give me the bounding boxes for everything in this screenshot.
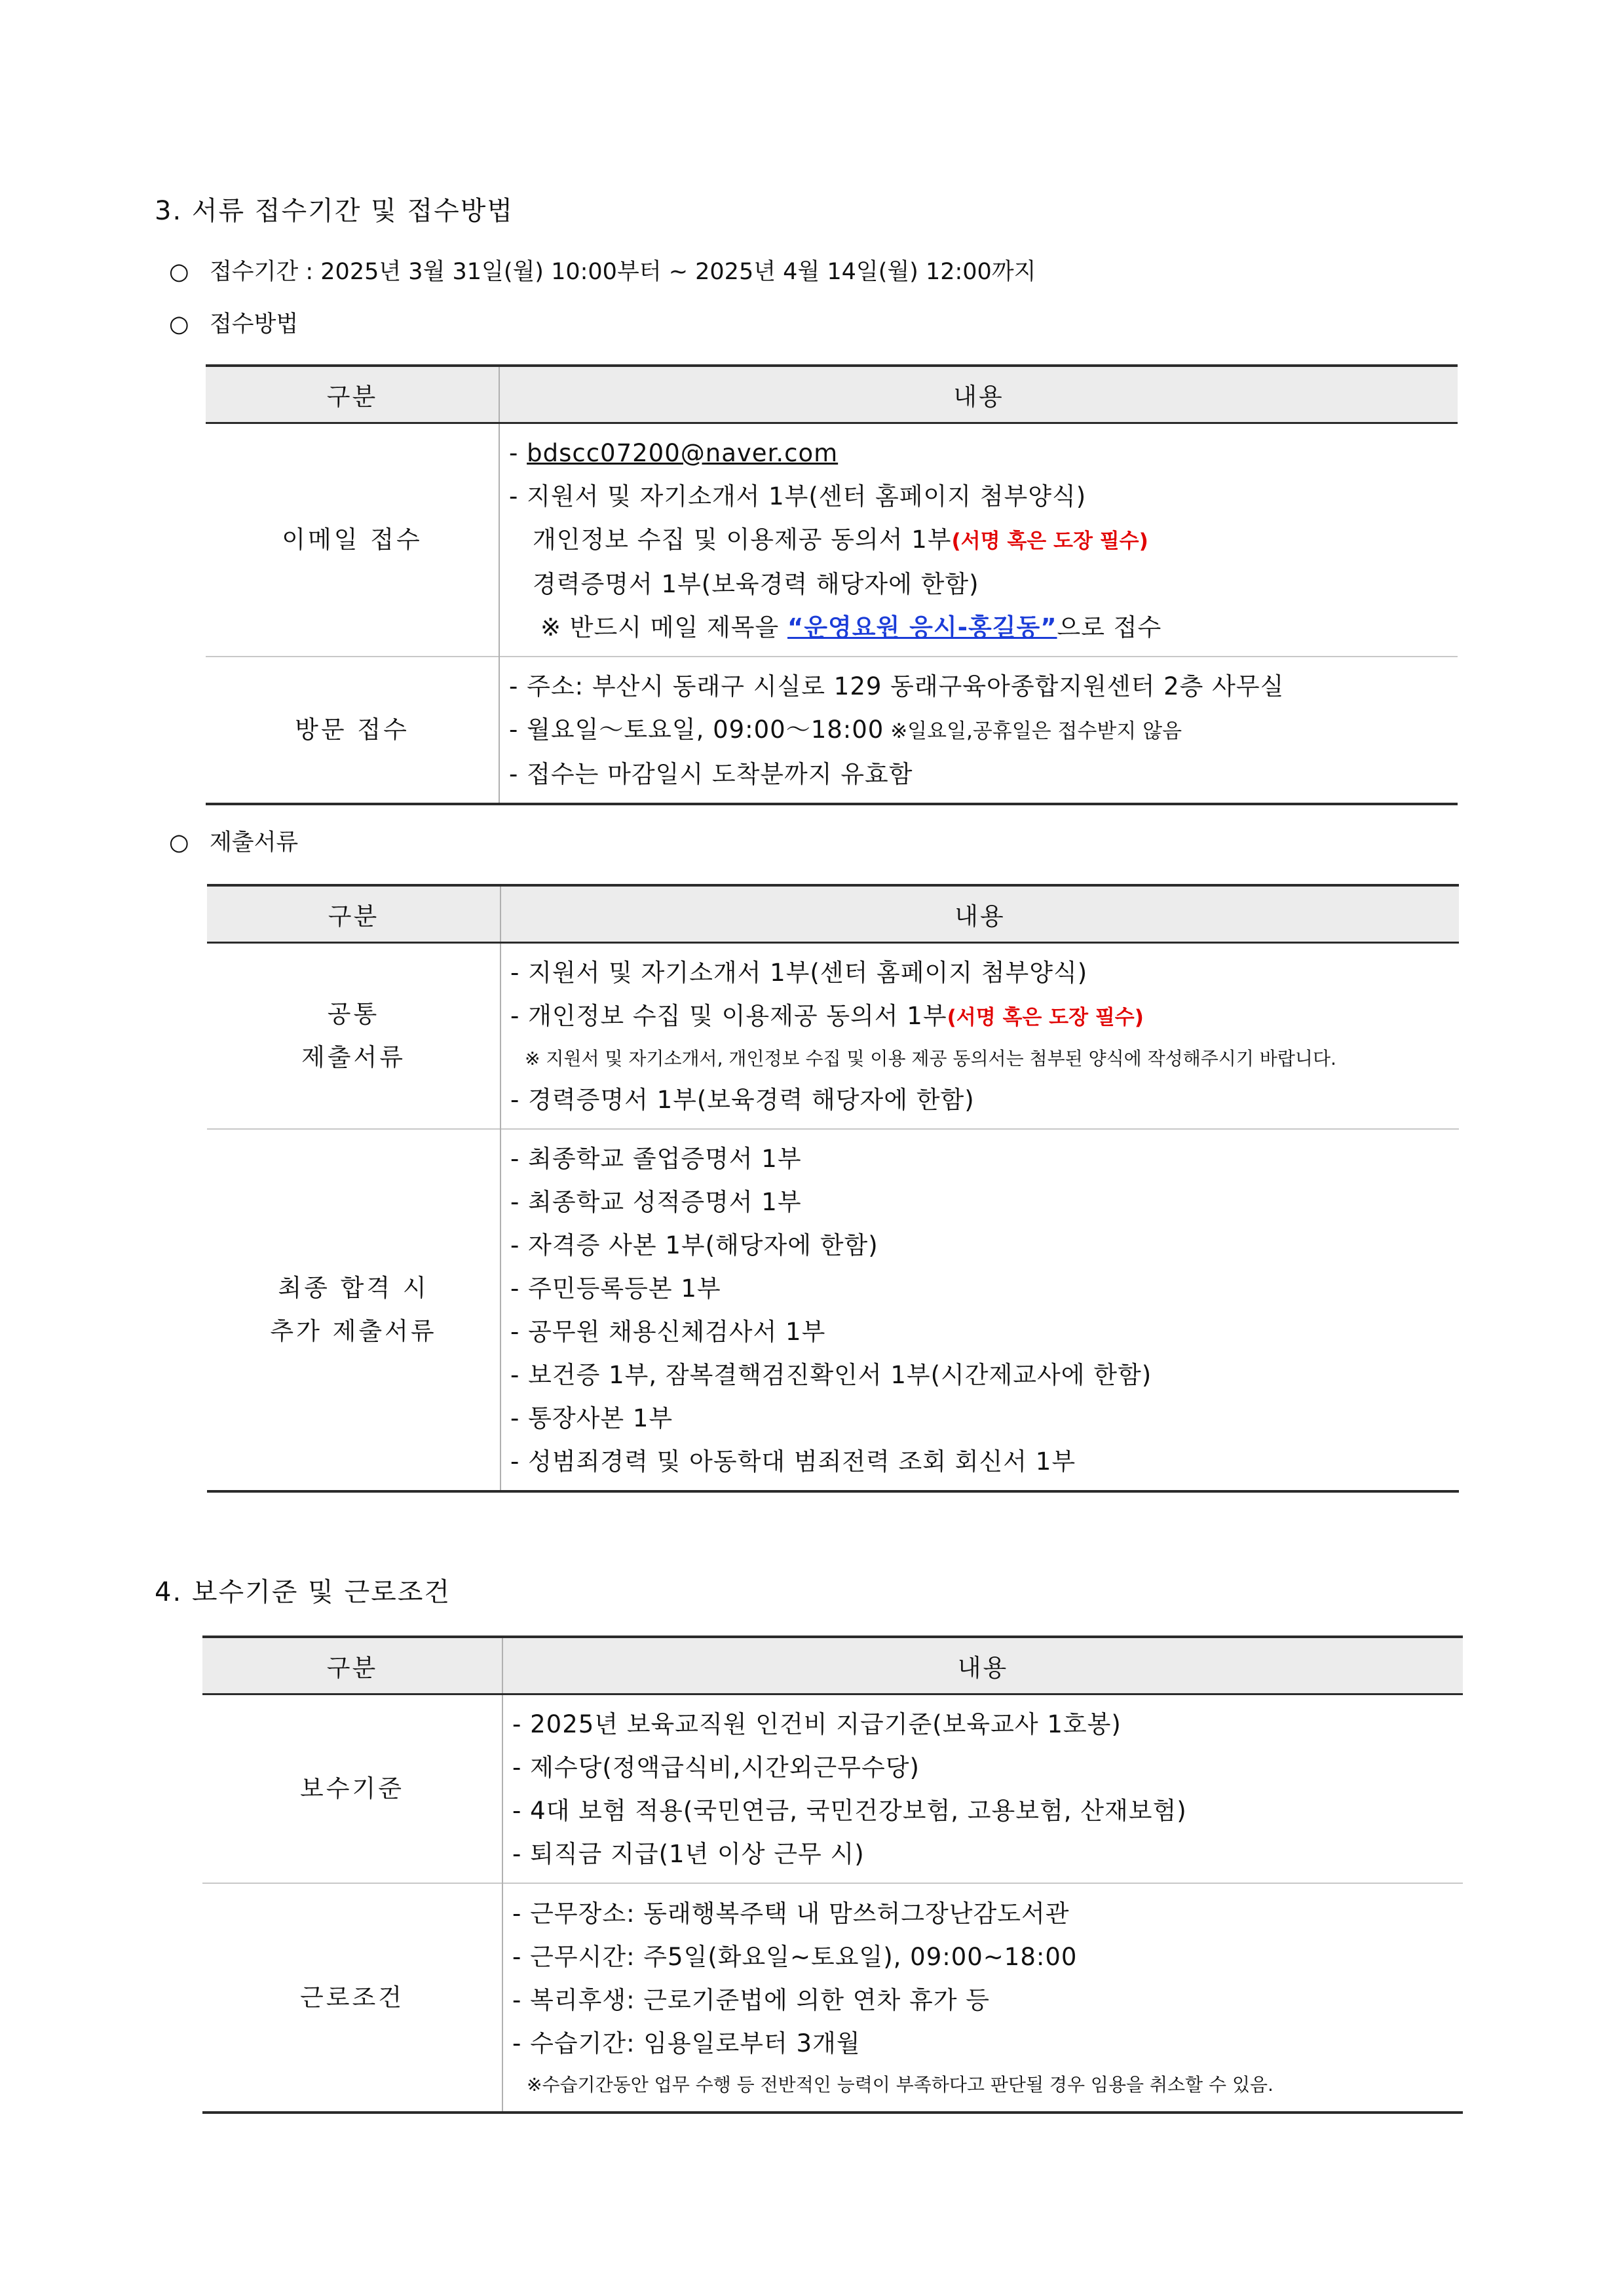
list-item: - 자격증 사본 1부(해당자에 한함) [510,1231,878,1259]
content-visit: - 주소: 부산시 동래구 시실로 129 동래구육아종합지원센터 2층 사무실 - 월요일～토요일, 09:00～18:00 ※일요일,공휴일은 접수받지 않음 - 접수는 마감일시 도착분까지 유효함 [499,657,1458,804]
header-content: 내용 [502,1637,1463,1694]
list-item: - 보건증 1부, 잠복결핵검진확인서 1부(시간제교사에 한함) [510,1361,1152,1389]
list-item: - 복리후생: 근로기준법에 의한 연차 휴가 등 [512,1985,990,2014]
header-category: 구분 [207,885,500,943]
content-work [502,1883,1463,2113]
table-header-row [206,366,1458,423]
section-4-title: 4. 보수기준 및 근로조건 [155,1577,451,1607]
list-item: - 주민등록등본 1부 [510,1274,721,1303]
category-common: 공통 제출서류 [207,943,500,1130]
circle-bullet-icon: ○ [169,311,189,337]
circle-bullet-icon: ○ [169,830,189,856]
header-category: 구분 [202,1637,502,1694]
application-method-table [206,364,1458,805]
list-item: - 통장사본 1부 [510,1404,673,1432]
header-content: 내용 [500,885,1459,943]
table-row-pay [202,1694,1463,1884]
table-header-row [202,1637,1463,1694]
category-visit: 방문 접수 [206,657,499,804]
header-category: 구분 [206,366,499,423]
section-3-title: 3. 서류 접수기간 및 접수방법 [155,196,514,226]
category-work: 근로조건 [202,1883,502,2113]
content-email: - bdscc07200@naver.com - 지원서 및 자기소개서 1부(센터 홈페이지 첨부양식) 개인정보 수집 및 이용제공 동의서 1부(서명 혹은 도장 필수) 경력증명서 1부(보육경력 해당자에 한함) ※ 반드시 메일 제목을 “운영요원 응시-홍길동”으로 접수 [499,423,1458,657]
required-notice: (서명 혹은 도장 필수) [947,1006,1144,1029]
table-row-visit [206,657,1458,804]
header-content: 내용 [499,366,1458,423]
table-row-work [202,1883,1463,2113]
list-item: - 퇴직금 지급(1년 이상 근무 시) [512,1840,865,1868]
email-subject-example: “운영요원 응시-홍길동” [787,613,1057,641]
application-period [169,254,1036,286]
submission-docs-table [207,884,1459,1493]
category-final: 최종 합격 시 추가 제출서류 [207,1129,500,1491]
circle-bullet-icon: ○ [169,259,189,285]
list-item: - 공무원 채용신체검사서 1부 [510,1318,826,1346]
table-row-common [207,943,1459,1130]
table-row-final [207,1129,1459,1491]
pay-conditions-table [202,1636,1463,2114]
list-item: - 근무장소: 동래행복주택 내 맘쓰허그장난감도서관 [512,1899,1070,1928]
content-pay [502,1694,1463,1884]
list-item: - 2025년 보육교직원 인건비 지급기준(보육교사 1호봉) [512,1710,1122,1738]
list-item: - 성범죄경력 및 아동학대 범죄전력 조회 회신서 1부 [510,1447,1076,1476]
application-period-text: 접수기간 : 2025년 3월 31일(월) 10:00부터 ~ 2025년 4월 14일(월) 12:00까지 [210,259,1036,285]
table-header-row [207,885,1459,943]
content-final [500,1129,1459,1491]
email-link[interactable]: bdscc07200@naver.com [527,439,839,467]
list-item: - 최종학교 성적증명서 1부 [510,1188,802,1216]
category-email: 이메일 접수 [206,423,499,657]
submission-docs-label: ○ 제출서류 [169,830,299,856]
probation-note: ※수습기간동안 업무 수행 등 전반적인 능력이 부족하다고 판단될 경우 임용을 취소할 수 있음. [527,2073,1274,2095]
application-method-label: ○ 접수방법 [169,311,299,337]
list-item: - 수습기간: 임용일로부터 3개월 [512,2029,861,2057]
common-docs-note: ※ 지원서 및 자기소개서, 개인정보 수집 및 이용 제공 동의서는 첨부된 양식에 작성해주시기 바랍니다. [525,1048,1336,1069]
list-item: - 최종학교 졸업증명서 1부 [510,1145,802,1173]
table-row-email [206,423,1458,657]
category-pay: 보수기준 [202,1694,502,1884]
required-notice: (서명 혹은 도장 필수) [951,529,1148,553]
list-item: - 4대 보험 적용(국민연금, 국민건강보험, 고용보험, 산재보험) [512,1797,1187,1825]
list-item: - 근무시간: 주5일(화요일~토요일), 09:00~18:00 [512,1942,1078,1971]
list-item: - 제수당(정액급식비,시간외근무수당) [512,1753,920,1782]
content-common: - 지원서 및 자기소개서 1부(센터 홈페이지 첨부양식) - 개인정보 수집 및 이용제공 동의서 1부(서명 혹은 도장 필수) ※ 지원서 및 자기소개서, 개인정보 수집 및 이용 제공 동의서는 첨부된 양식에 작성해주시기 바랍니다. - 경력증명서 1부(보육경력 해당자에 한함) [500,943,1459,1130]
